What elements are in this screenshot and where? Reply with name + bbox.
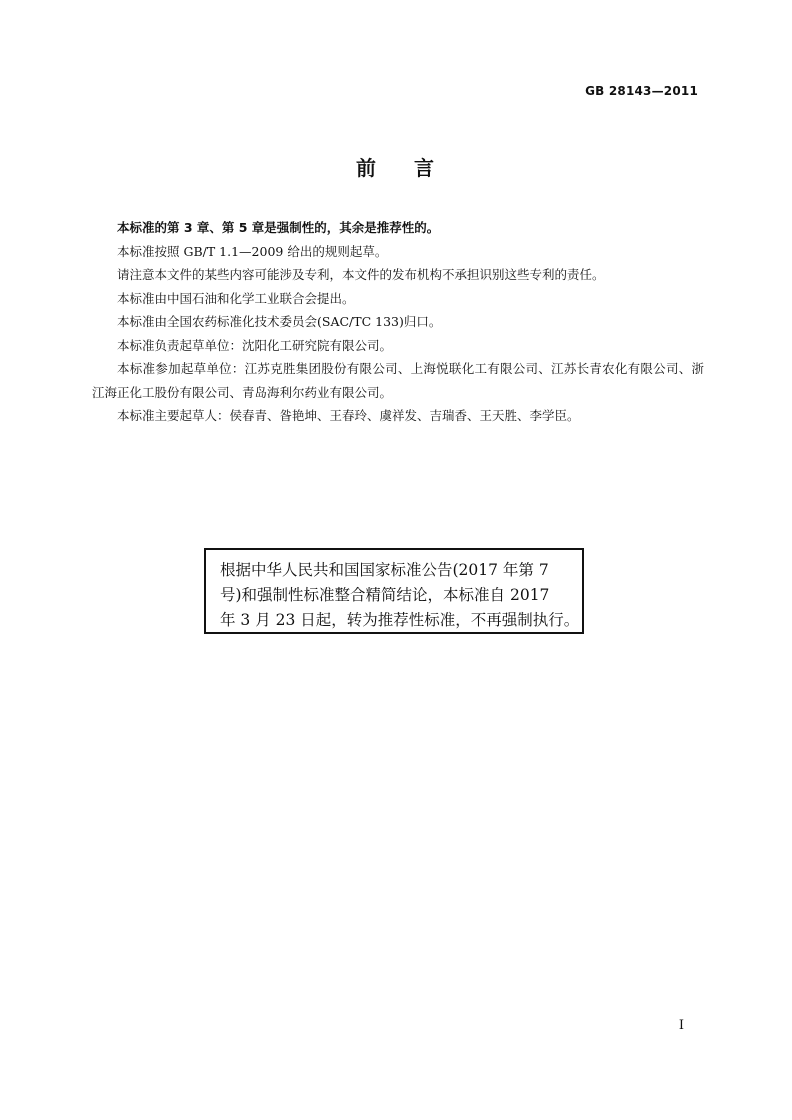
paragraph-mandatory-clauses: 本标准的第 3 章、第 5 章是强制性的，其余是推荐性的。 [117,220,440,235]
notice-line: 根据中华人民共和国国家标准公告(2017 年第 7 [220,561,549,579]
page-number: I [678,1018,684,1033]
notice-line: 年 3 月 23 日起，转为推荐性标准，不再强制执行。 [220,611,580,629]
paragraph-responsible-drafter: 本标准负责起草单位：沈阳化工研究院有限公司。 [117,337,393,353]
notice-box [204,548,584,634]
paragraph-committee: 本标准由全国农药标准化技术委员会(SAC/TC 133)归口。 [117,314,442,329]
standard-code: GB 28143—2011 [585,84,698,98]
paragraph-drafting-rules: 本标准按照 GB/T 1.1—2009 给出的规则起草。 [117,243,388,259]
paragraph-participating-drafters: 本标准参加起草单位：江苏克胜集团股份有限公司、上海悦联化工有限公司、江苏长青农化有限公司、浙江海正化工股份有限公司、青岛海利尔药业有限公司。 [92,361,704,400]
foreword-body [92,216,704,428]
paragraph-patent-notice: 请注意本文件的某些内容可能涉及专利，本文件的发布机构不承担识别这些专利的责任。 [117,267,605,282]
page-title [0,152,792,181]
title-part-2: 言 [414,156,436,180]
title-part-1: 前 [356,156,378,180]
notice-line: 号)和强制性标准整合精简结论，本标准自 2017 [220,586,550,604]
paragraph-main-drafters: 本标准主要起草人：侯春青、昝艳坤、王春玲、虞祥发、吉瑞香、王天胜、李学臣。 [117,408,580,423]
paragraph-proposer: 本标准由中国石油和化学工业联合会提出。 [117,290,355,306]
